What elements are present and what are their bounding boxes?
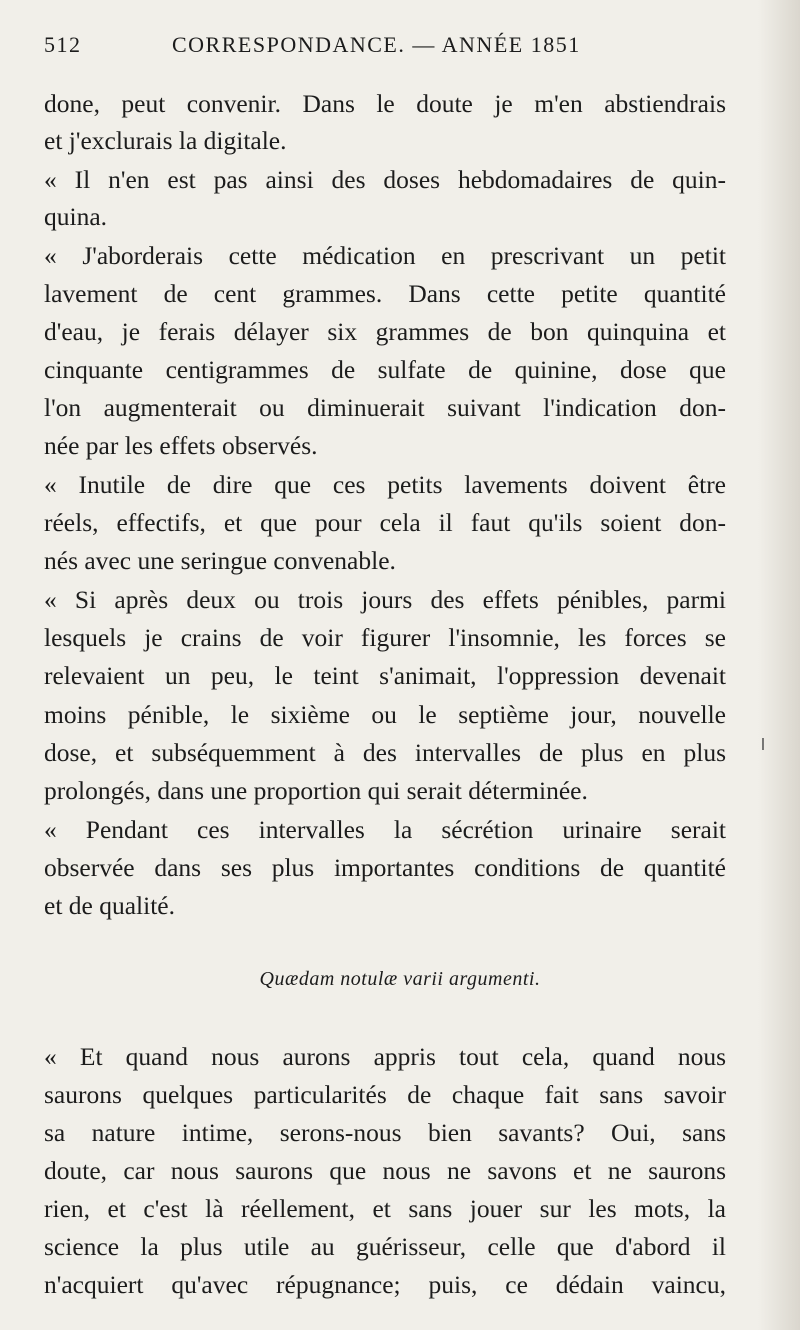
page-edge-shadow [758,0,800,1330]
text-line: moins pénible, le sixième ou le septième jour, nouvelle [44,700,726,729]
text-line: doute, car nous saurons que nous ne savons et ne saurons [44,1156,726,1185]
text-line: « Il n'en est pas ainsi des doses hebdomadaires de quin- [44,165,726,194]
text-line: lesquels je crains de voir figurer l'insomnie, les forces se [44,623,726,652]
text-line: « Si après deux ou trois jours des effets pénibles, parmi [44,585,726,614]
text-line: et de qualité. [44,891,175,920]
text-line: l'on augmenterait ou diminuerait suivant l'indication don- [44,393,726,422]
text-line: née par les effets observés. [44,431,318,460]
text-line: done, peut convenir. Dans le doute je m'en abstiendrais [44,89,726,118]
text-line: « Et quand nous aurons appris tout cela, quand nous [44,1042,726,1071]
text-line: relevaient un peu, le teint s'animait, l'oppression devenait [44,661,726,690]
text-line: lavement de cent grammes. Dans cette petite quantité [44,279,726,308]
text-line: « Inutile de dire que ces petits lavements doivent être [44,470,726,499]
page-number: 512 [44,32,82,57]
running-title: CORRESPONDANCE. — ANNÉE 1851 [172,32,581,57]
text-line: « Pendant ces intervalles la sécrétion urinaire serait [44,815,726,844]
text-line: quina. [44,202,108,231]
text-line: prolongés, dans une proportion qui serait déterminée. [44,776,588,805]
text-line: rien, et c'est là réellement, et sans jouer sur les mots, la [44,1194,726,1223]
text-line: nés avec une seringue convenable. [44,546,396,575]
text-line: n'acquiert qu'avec répugnance; puis, ce dédain vaincu, [44,1270,726,1299]
text-line: dose, et subséquemment à des intervalles de plus en plus [44,738,726,767]
text-line: science la plus utile au guérisseur, celle que d'abord il [44,1232,726,1261]
section-subheading: Quædam notulæ varii argumenti. [259,968,541,990]
text-line: sa nature intime, serons-nous bien savants? Oui, sans [44,1118,726,1147]
text-line: saurons quelques particularités de chaque fait sans savoir [44,1080,726,1109]
text-line: d'eau, je ferais délayer six grammes de bon quinquina et [44,317,726,346]
text-line: cinquante centigrammes de sulfate de quinine, dose que [44,355,726,384]
running-header [44,32,759,68]
text-line: et j'exclurais la digitale. [44,126,287,155]
text-line: « J'aborderais cette médication en prescrivant un petit [44,241,726,270]
text-line: réels, effectifs, et que pour cela il faut qu'ils soient don- [44,508,726,537]
text-line: observée dans ses plus importantes conditions de quantité [44,853,726,882]
